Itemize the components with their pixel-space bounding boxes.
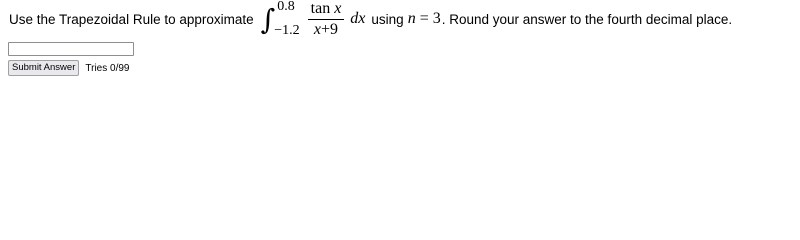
denominator-constant: +9 bbox=[321, 20, 339, 38]
integrand-denominator bbox=[314, 20, 338, 38]
question-suffix: . Round your answer to the fourth decimal place. bbox=[441, 11, 733, 27]
integrand-fraction bbox=[308, 1, 345, 38]
submit-answer-button[interactable]: Submit Answer bbox=[8, 60, 79, 76]
differential: dx bbox=[350, 10, 366, 27]
integral-limits bbox=[274, 0, 300, 38]
integrand-numerator bbox=[308, 1, 345, 20]
question-text bbox=[9, 0, 732, 38]
question-prefix: Use the Trapezoidal Rule to approximate bbox=[9, 11, 254, 27]
n-value: = 3 bbox=[415, 10, 441, 27]
tries-counter: Tries 0/99 bbox=[85, 62, 130, 74]
n-equation bbox=[408, 10, 441, 28]
question-middle: using bbox=[371, 11, 404, 27]
answer-controls bbox=[8, 60, 129, 76]
upper-limit: 0.8 bbox=[277, 0, 295, 14]
n-variable: n bbox=[407, 10, 416, 27]
integral-sign: ∫ bbox=[260, 3, 276, 36]
integral-expression bbox=[261, 1, 366, 38]
lower-limit: −1.2 bbox=[274, 22, 300, 38]
numerator-function: tan bbox=[310, 0, 331, 17]
answer-input[interactable] bbox=[8, 42, 134, 56]
question-panel bbox=[0, 0, 800, 81]
denominator-variable: x bbox=[313, 20, 321, 38]
numerator-variable: x bbox=[334, 0, 342, 17]
